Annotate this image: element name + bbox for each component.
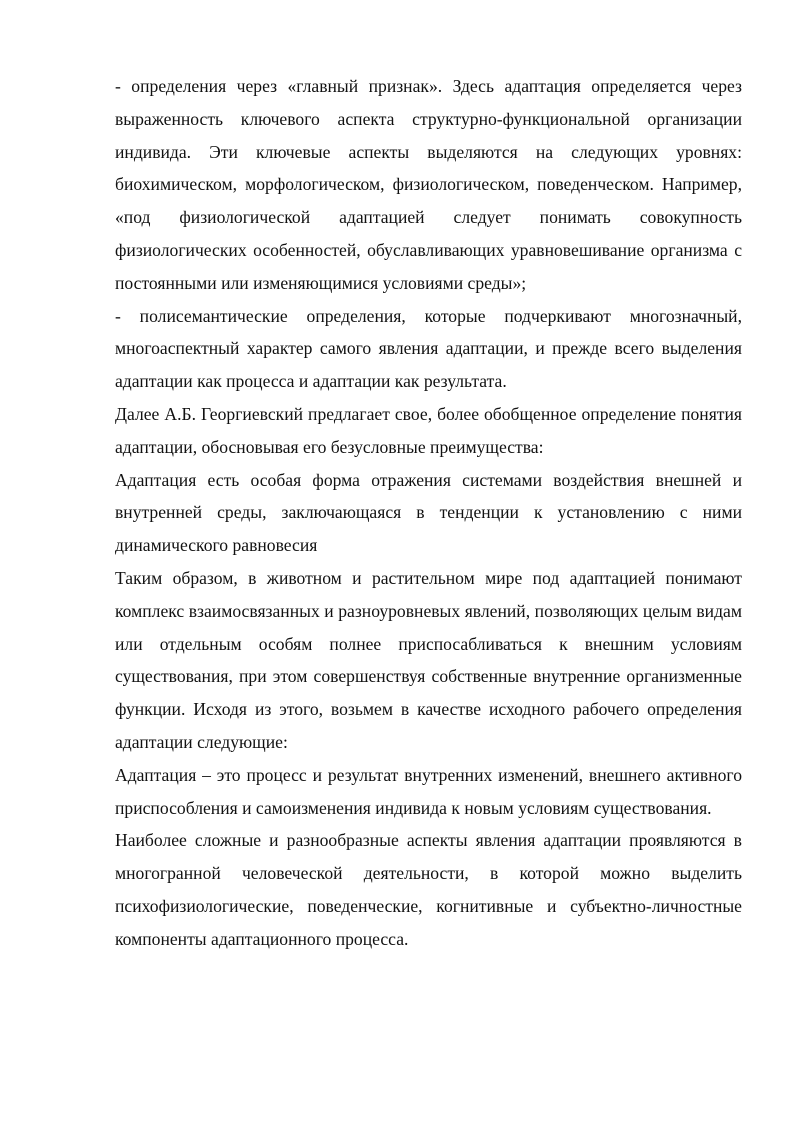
paragraph-main-feature-definitions: - определения через «главный признак». Здесь адаптация определяется через выраженность ключевого аспекта структурно-функциональной организации индивида. Эти ключевые аспекты выделяются на следующих уровнях: биохимическом, морфологическом, физиологическом, поведенческом. Например, «под физиологической адаптацией следует понимать совокупность физиологических особенностей, обуславливающих уравновешивание организма с постоянными или изменяющимися условиями среды»;: [115, 76, 742, 293]
paragraph-human-activity: Наиболее сложные и разнообразные аспекты явления адаптации проявляются в многогранной человеческой деятельности, в которой можно выделить психофизиологические, поведенческие, когнитивные и субъектно-личностные компоненты адаптационного процесса.: [115, 830, 742, 949]
document-page: [115, 70, 742, 956]
paragraph-georgievsky-intro: Далее А.Б. Георгиевский предлагает свое, более обобщенное определение понятия адаптации, обосновывая его безусловные преимущества:: [115, 403, 742, 457]
paragraph-working-definition: Адаптация – это процесс и результат внутренних изменений, внешнего активного приспособления и самоизменения индивида к новым условиям существования.: [115, 764, 742, 818]
paragraph-summary: Таким образом, в животном и растительном мире под адаптацией понимают комплекс взаимосвязанных и разноуровневых явлений, позволяющих целым видам или отдельным особям полнее приспосабливаться к внешним условиям существования, при этом совершенствуя собственные внутренние организменные функции. Исходя из этого, возьмем в качестве исходного рабочего определения адаптации следующие:: [115, 567, 742, 752]
paragraph-polysemantic-definitions: - полисемантические определения, которые подчеркивают многозначный, многоаспектный характер самого явления адаптации, и прежде всего выделения адаптации как процесса и адаптации как результата.: [115, 305, 742, 392]
paragraph-adaptation-definition: Адаптация есть особая форма отражения системами воздействия внешней и внутренней среды, заключающаяся в тенденции к установлению с ними динамического равновесия: [115, 469, 742, 556]
